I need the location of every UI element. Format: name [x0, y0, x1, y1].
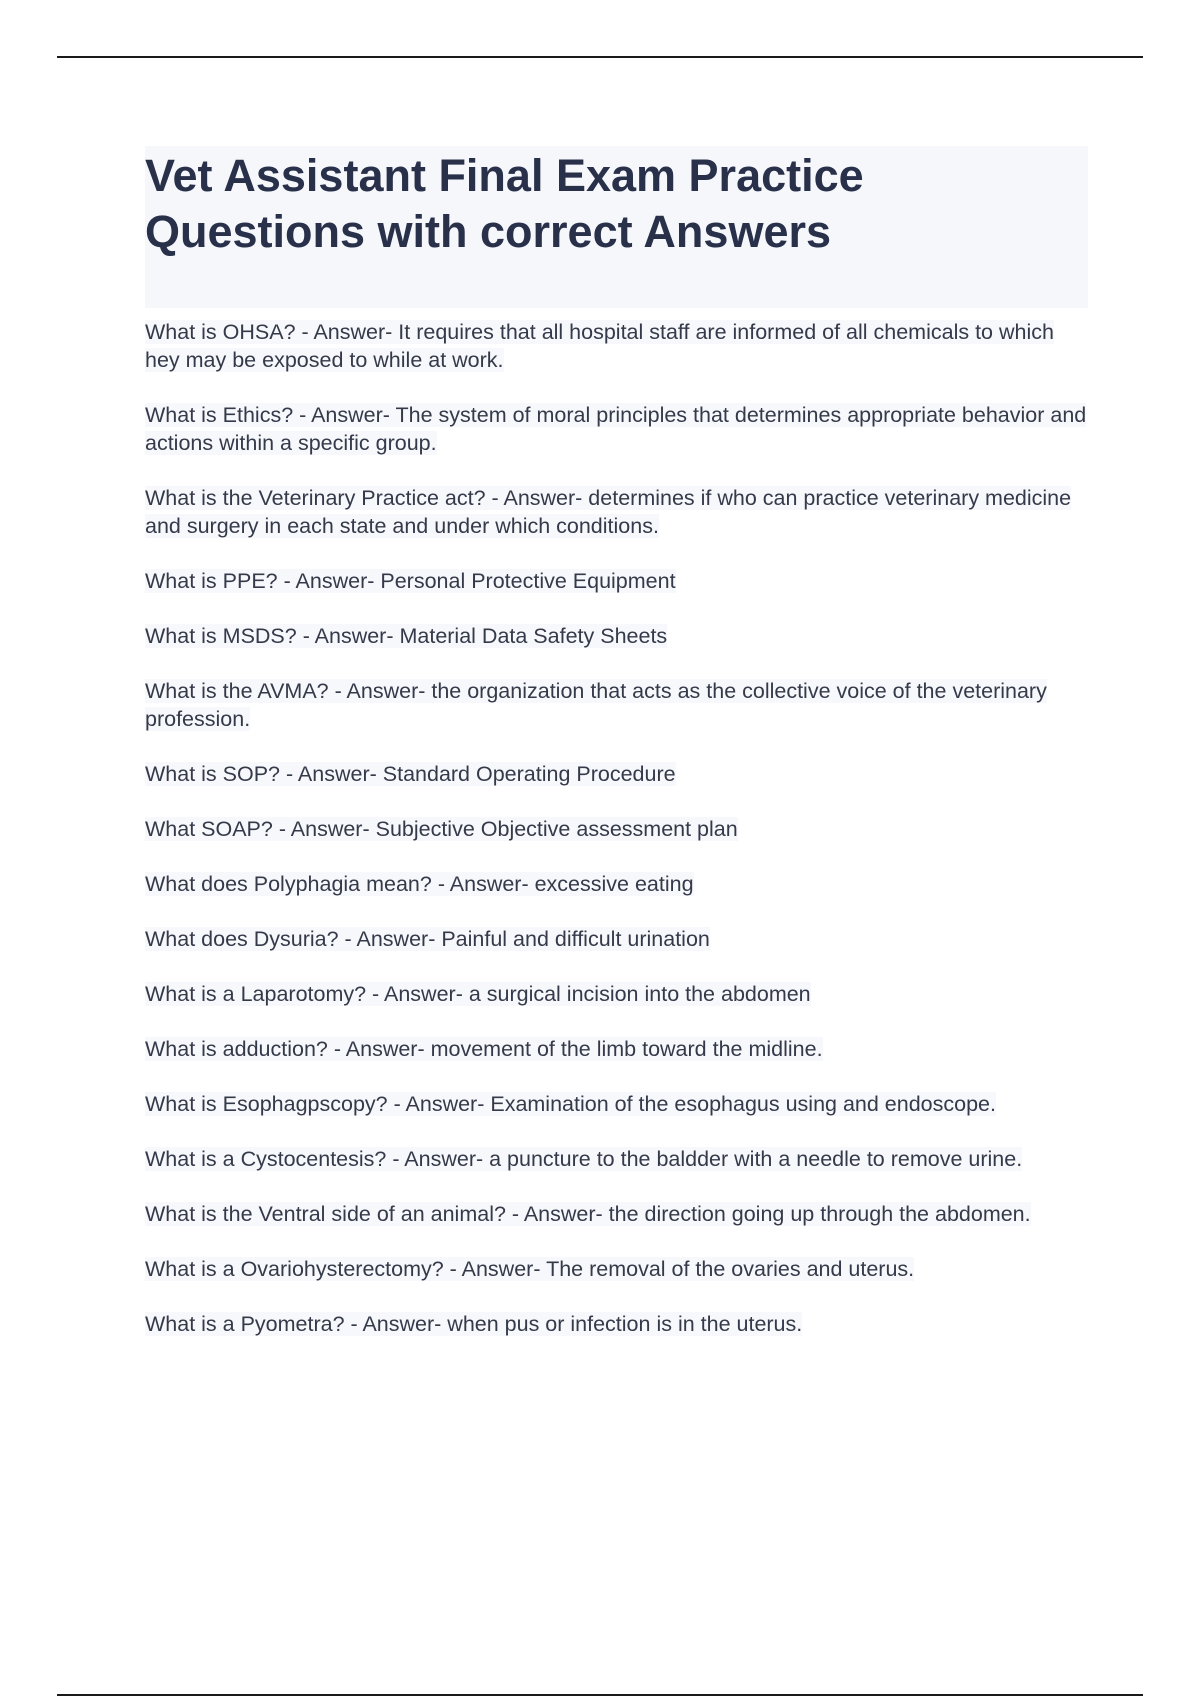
qa-text: What SOAP? - Answer- Subjective Objective assessment plan: [145, 817, 738, 841]
qa-text: What does Polyphagia mean? - Answer- excessive eating: [145, 872, 694, 896]
qa-text: What is Esophagpscopy? - Answer- Examination of the esophagus using and endoscope.: [145, 1092, 996, 1116]
qa-item: [145, 1200, 1088, 1228]
qa-text: What is a Laparotomy? - Answer- a surgical incision into the abdomen: [145, 982, 811, 1006]
qa-text: What is OHSA? - Answer- It requires that all hospital staff are informed of all chemicals to which hey may be exposed to while at work.: [145, 320, 1054, 372]
qa-item: [145, 622, 1088, 650]
qa-item: [145, 484, 1088, 540]
qa-item: [145, 870, 1088, 898]
qa-text: What is a Pyometra? - Answer- when pus or infection is in the uterus.: [145, 1312, 803, 1336]
qa-item: [145, 1310, 1088, 1338]
qa-item: [145, 925, 1088, 953]
title-block: [145, 146, 1088, 308]
qa-item: [145, 1255, 1088, 1283]
document-body: [145, 146, 1088, 1365]
qa-item: [145, 980, 1088, 1008]
qa-text: What is Ethics? - Answer- The system of moral principles that determines appropriate behavior and actions within a specific group.: [145, 403, 1087, 455]
qa-item: [145, 401, 1088, 457]
qa-text: What is the Veterinary Practice act? - Answer- determines if who can practice veterinary medicine and surgery in each state and under which conditions.: [145, 486, 1072, 538]
qa-text: What is adduction? - Answer- movement of the limb toward the midline.: [145, 1037, 823, 1061]
qa-item: [145, 815, 1088, 843]
qa-item: [145, 318, 1088, 374]
qa-text: What is a Cystocentesis? - Answer- a puncture to the baldder with a needle to remove urine.: [145, 1147, 1023, 1171]
qa-item: [145, 677, 1088, 733]
top-rule: [57, 56, 1143, 58]
page-title: Vet Assistant Final Exam Practice Questions with correct Answers: [145, 150, 864, 257]
qa-text: What is the Ventral side of an animal? - Answer- the direction going up through the abdomen.: [145, 1202, 1031, 1226]
qa-text: What is SOP? - Answer- Standard Operating Procedure: [145, 762, 676, 786]
qa-item: [145, 1035, 1088, 1063]
qa-text: What does Dysuria? - Answer- Painful and difficult urination: [145, 927, 710, 951]
qa-item: [145, 760, 1088, 788]
qa-item: [145, 567, 1088, 595]
qa-item: [145, 1145, 1088, 1173]
bottom-rule: [57, 1694, 1143, 1696]
qa-item: [145, 1090, 1088, 1118]
qa-list: [145, 318, 1088, 1338]
qa-text: What is the AVMA? - Answer- the organization that acts as the collective voice of the veterinary profession.: [145, 679, 1047, 731]
qa-text: What is MSDS? - Answer- Material Data Safety Sheets: [145, 624, 668, 648]
qa-text: What is PPE? - Answer- Personal Protective Equipment: [145, 569, 676, 593]
qa-text: What is a Ovariohysterectomy? - Answer- The removal of the ovaries and uterus.: [145, 1257, 915, 1281]
